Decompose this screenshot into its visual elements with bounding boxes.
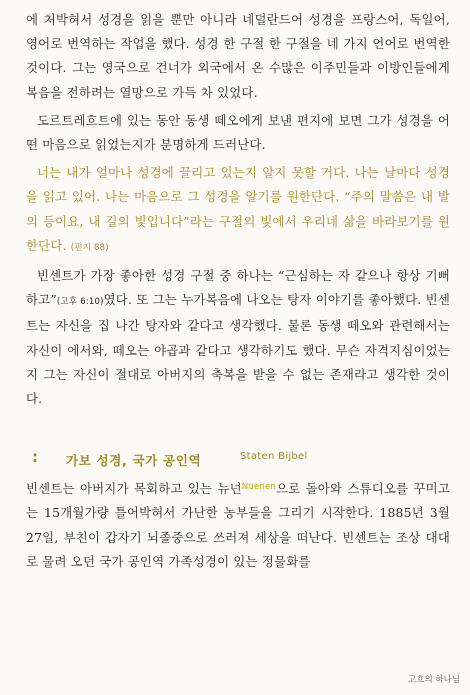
favorite-verse-text: 빈센트가 가장 좋아한 성경 구절 중 하나는 “근심하는 자 같으나 항상 기뻐하고” xyxy=(26,268,450,308)
nuenen-text-start: 빈센트는 아버지가 목회하고 있는 뉴넌 xyxy=(26,481,242,497)
page-body xyxy=(26,8,450,574)
paragraph-favorite-verse xyxy=(26,264,450,411)
nuenen-text-rest: 으로 돌아와 스튜디오를 꾸미고는 15개월가량 틀어박혀서 가난한 농부들을 그리기 시작한다. 1885년 3월 27일, 부친이 갑자기 뇌졸중으로 쓰러져 세상을 떠난다. 빈센트는 조상 대대로 물려 오던 국가 공인역 가족성경이 있는 정물화를 xyxy=(26,481,450,569)
paragraph-letter-intro: 도르트레흐트에 있는 동안 동생 떼오에게 보낸 편지에 보면 그가 성경을 어떤 마음으로 읽었는지가 분명하게 드러난다. xyxy=(26,112,450,153)
section-heading-english: Staten Bijbel xyxy=(240,451,308,463)
section-heading-mark: : xyxy=(32,448,38,467)
nuenen-gloss: Nuenen xyxy=(241,482,276,493)
paragraph-translation-work: 에 처박혀서 성경을 읽을 뿐만 아니라 네덜란드어 성경을 프랑스어, 독일어, 영어로 번역하는 작업을 했다. 성경 한 구절 한 구절을 네 가지 언어로 번역한 것이다. 그는 영국으로 건너가 외국에서 온 수많은 이주민들과 이방인들에게 복음을 전하려는 열망으로 가득 차 있었다. xyxy=(26,12,450,100)
prodigal-son-text: 였다. 또 그는 누가복음에 나오는 탕자 이야기를 좋아했다. 빈센트는 자신을 집 나간 탕자와 같다고 생각했다. 물론 동생 떼오와 관련해서는 자신이 에서와, 떼오는 야곱과 같다고 생각하기도 했다. 무슨 자격지심이었는지 그는 자신이 절대로 아버지의 축복을 받을 수 없는 존재라고 생각한 것이다. xyxy=(26,292,450,407)
section-heading-title: 가보 성경, 국가 공인역 xyxy=(66,453,202,469)
letter-quote-text: 너는 내가 얼마나 성경에 끌리고 있는지 알지 못할 거다. 나는 날마다 성경을 읽고 있어. 나는 마음으로 그 성경을 알기를 원한단다. “주의 말씀은 내 발의 등이요, 내 길의 빛입니다”라는 구절의 빛에서 우리네 삶을 바라보기를 원한단다. xyxy=(26,165,450,253)
section-heading xyxy=(26,441,450,475)
verse-citation: (고후 6:10) xyxy=(56,297,104,308)
letter-quote xyxy=(26,161,450,260)
paragraph-nuenen xyxy=(26,475,450,574)
running-footer: 고흐의 하나님 xyxy=(408,675,460,685)
letter-citation: (편지 88) xyxy=(70,242,109,253)
